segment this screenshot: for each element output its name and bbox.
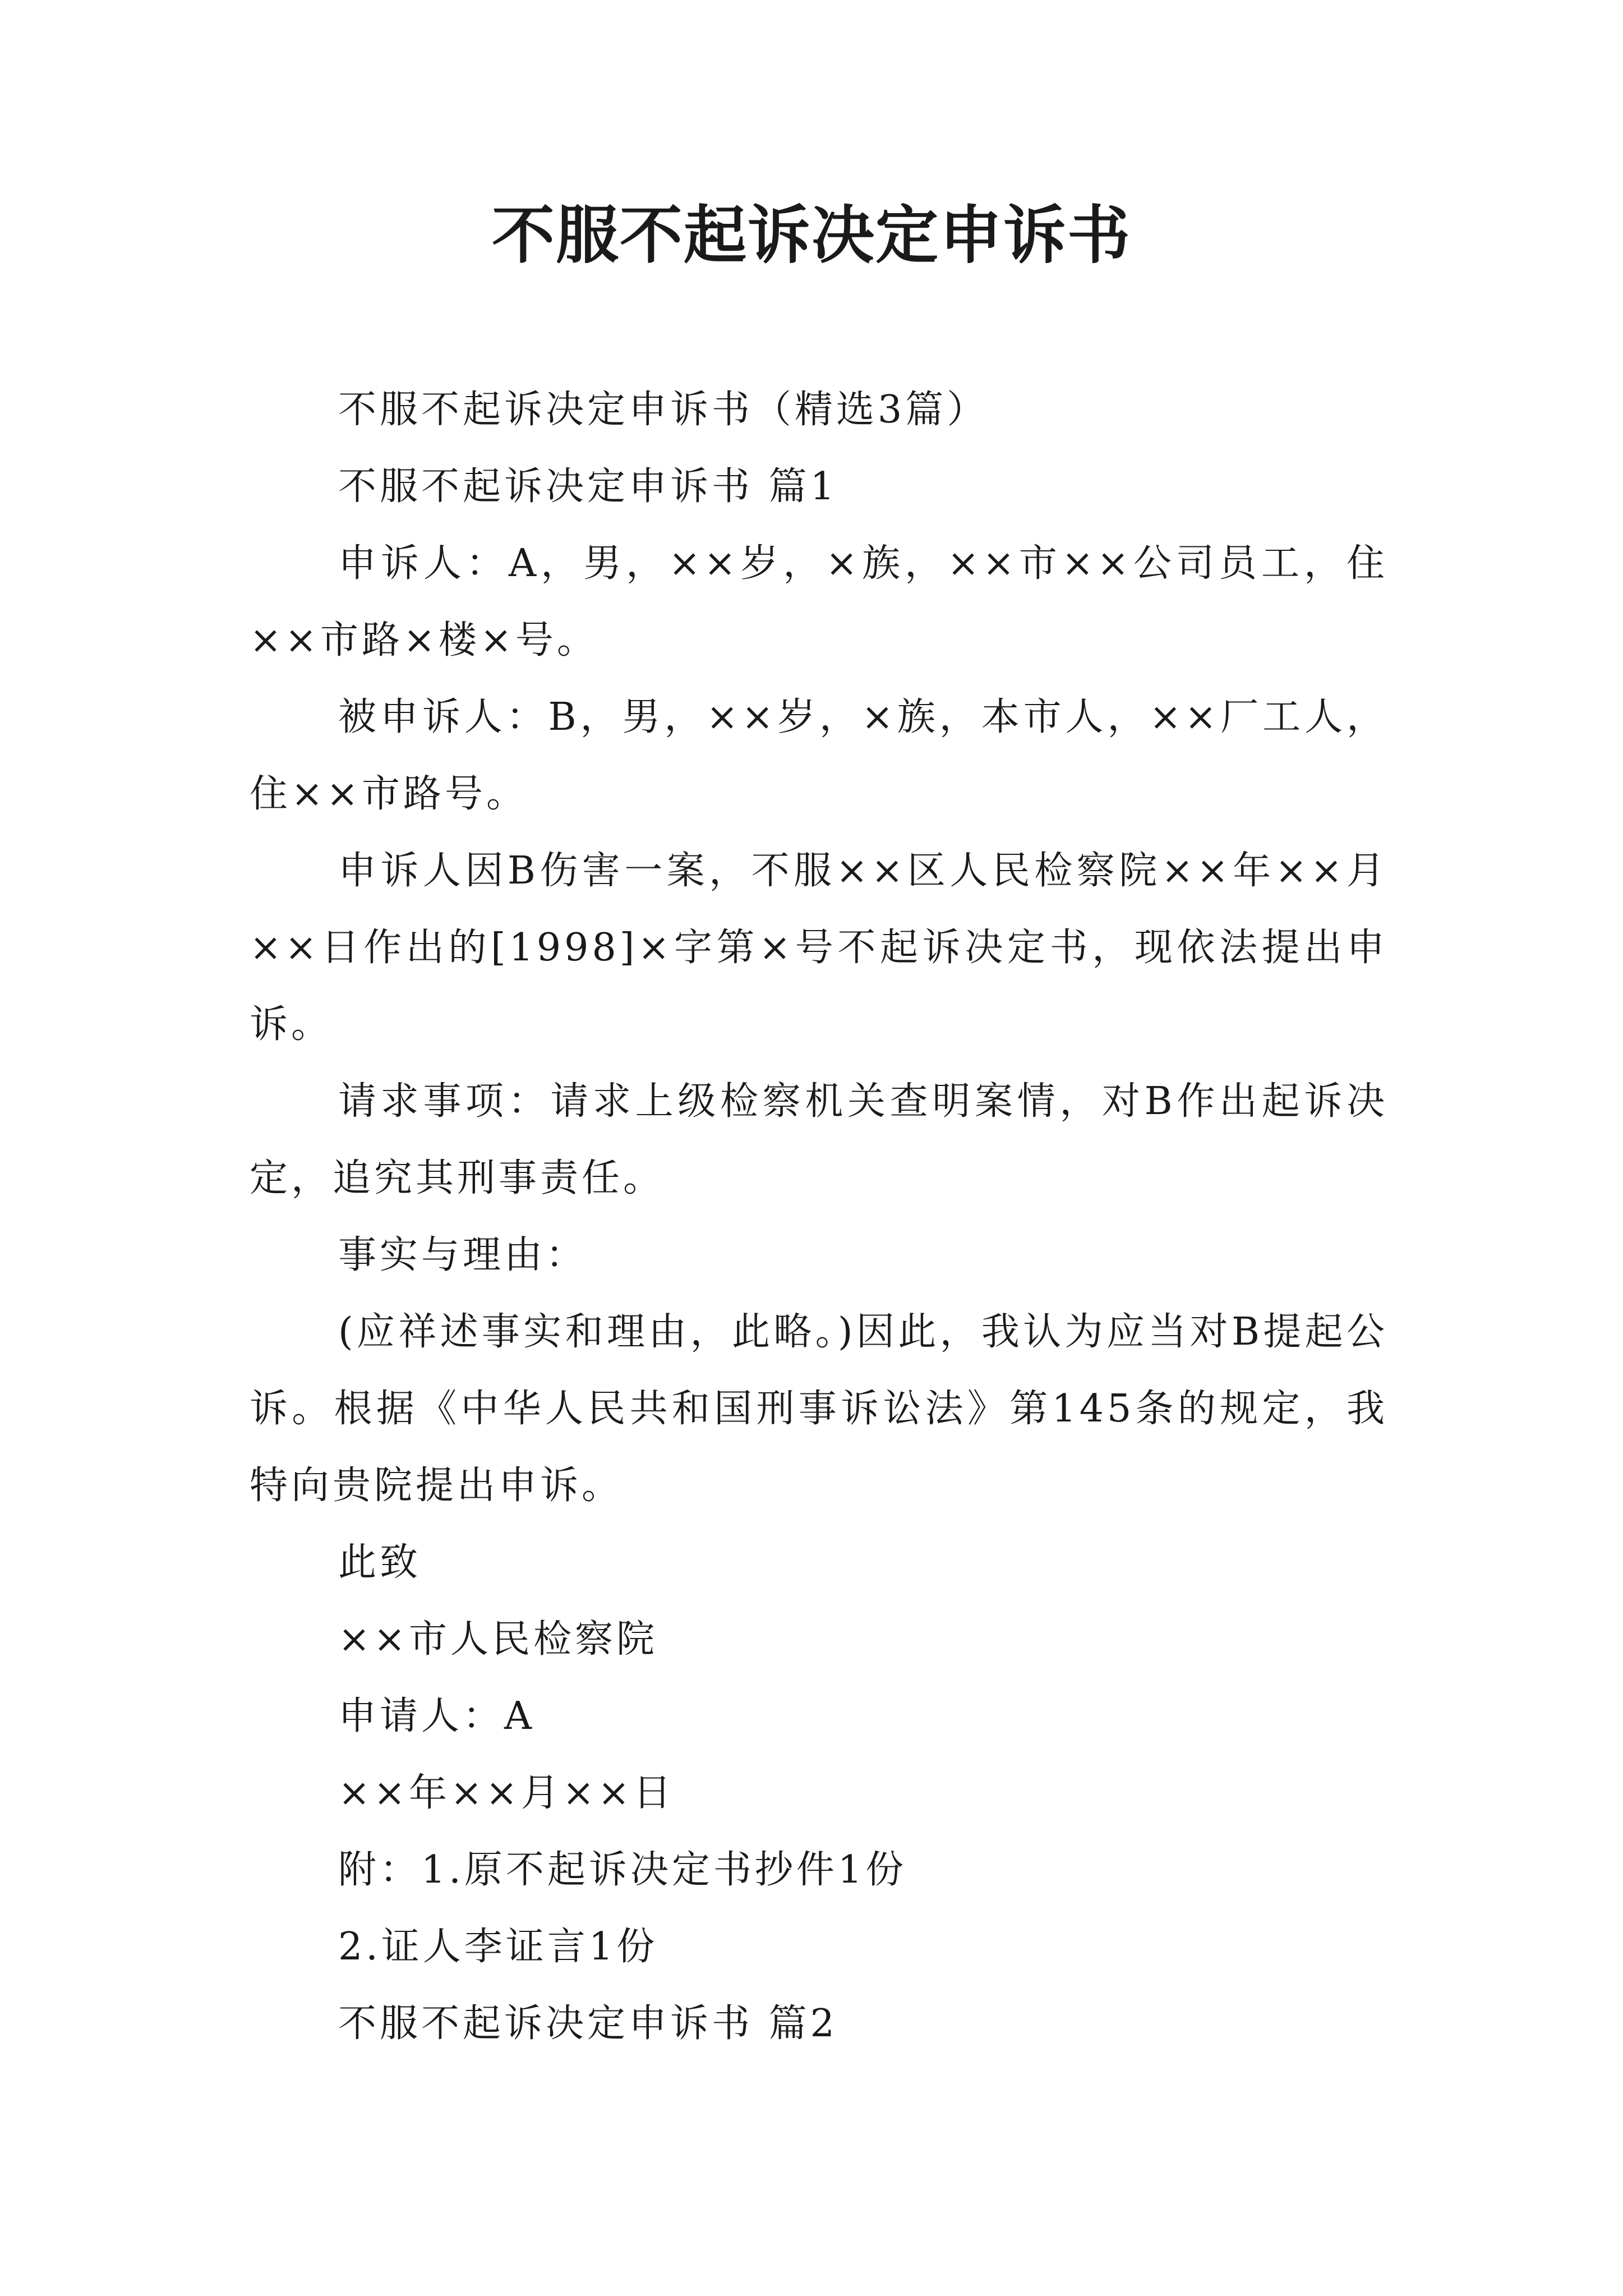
paragraph-section-2-heading: 不服不起诉决定申诉书 篇2 [338, 2001, 838, 2046]
paragraph-request: 请求事项：请求上级检察机关查明案情，对B作出起诉决定，追究其刑事责任。 [250, 1079, 1388, 1200]
paragraph-attachment-1: 附：1.原不起诉决定书抄件1份 [338, 1848, 907, 1892]
paragraph-attachment-2: 2.证人李证言1份 [338, 1925, 658, 1969]
paragraph-facts-heading: 事实与理由： [338, 1233, 588, 1277]
document-body [250, 371, 1388, 2062]
paragraph-section-1-heading: 不服不起诉决定申诉书 篇1 [338, 464, 838, 509]
paragraph-respondent: 被申诉人：B，男，××岁，×族，本市人，××厂工人，住××市路号。 [250, 695, 1388, 816]
paragraph-salutation: 此致 [338, 1540, 422, 1585]
paragraph-collection-heading: 不服不起诉决定申诉书（精选3篇） [338, 388, 989, 432]
document-title: 不服不起诉决定申诉书 [492, 199, 1131, 272]
paragraph-appellant: 申诉人：A，男，××岁，×族，××市××公司员工，住××市路×楼×号。 [250, 541, 1388, 662]
paragraph-signatory: 申请人：A [338, 1694, 536, 1738]
paragraph-recipient: ××市人民检察院 [338, 1617, 658, 1662]
paragraph-case-intro: 申诉人因B伤害一案，不服××区人民检察院××年××月××日作出的[1998]×字第×号不起诉决定书，现依法提出申诉。 [250, 849, 1388, 1047]
paragraph-facts-body: (应祥述事实和理由，此略。)因此，我认为应当对B提起公诉。根据《中华人民共和国刑事诉讼法》第145条的规定，我特向贵院提出申诉。 [250, 1310, 1388, 1508]
paragraph-date: ××年××月××日 [338, 1771, 675, 1815]
